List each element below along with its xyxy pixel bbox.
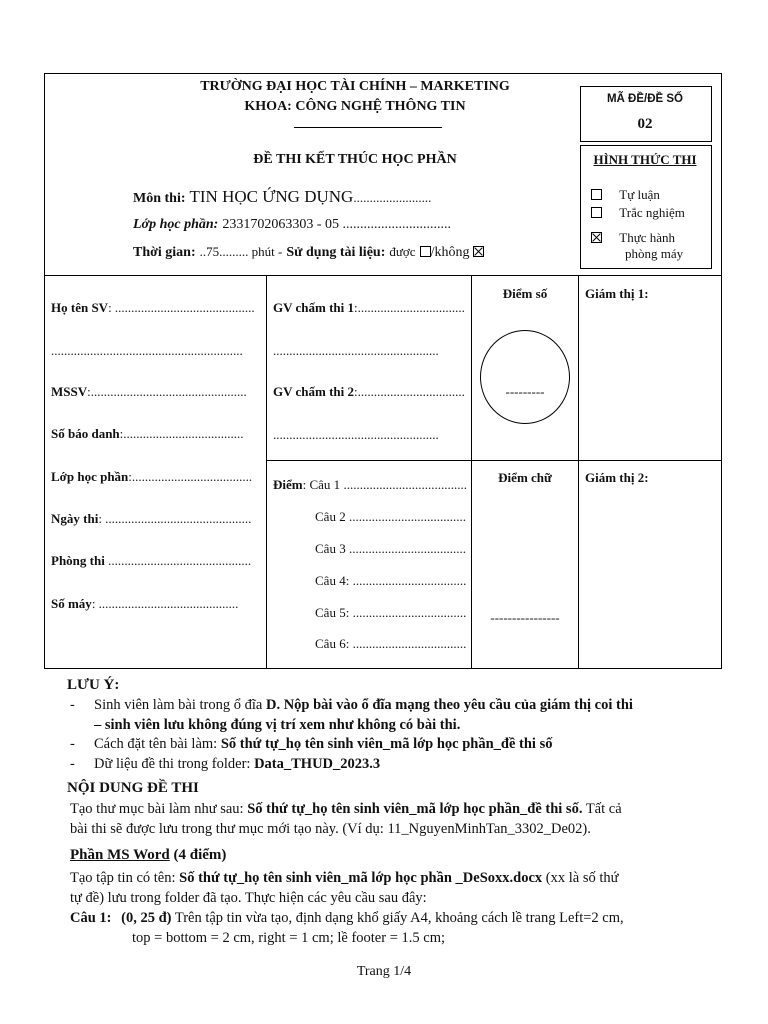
exam-room-field bbox=[51, 553, 251, 569]
score-circle-dash: --------- bbox=[505, 384, 545, 399]
note-1 bbox=[70, 697, 720, 714]
content-p1-post: Tất cả bbox=[582, 801, 622, 817]
column-divider-3 bbox=[578, 275, 579, 668]
grader-2-dots[interactable]: :................................. bbox=[354, 384, 465, 399]
materials-yes-checkbox[interactable] bbox=[420, 246, 431, 257]
class-line bbox=[133, 215, 451, 233]
exam-form-option-3 bbox=[591, 230, 675, 246]
materials-value: được bbox=[389, 244, 416, 259]
student-name-label: Họ tên SV bbox=[51, 300, 109, 315]
note-3-bold: Data_THUD_2023.3 bbox=[254, 756, 381, 772]
multiple-choice-label: Trắc nghiệm bbox=[619, 205, 685, 220]
q4-label: Câu 4: bbox=[315, 573, 350, 588]
essay-label: Tự luận bbox=[619, 187, 660, 202]
score-circle[interactable] bbox=[480, 330, 570, 424]
score-number-label: Điểm số bbox=[502, 286, 548, 301]
subject-line bbox=[133, 187, 431, 207]
score-words-dash[interactable]: ---------------- bbox=[490, 610, 560, 625]
q3-label: Câu 3 bbox=[315, 541, 346, 556]
exam-date-dots[interactable]: : ............................................. bbox=[98, 511, 252, 526]
q4-dots[interactable]: ................................... bbox=[352, 573, 467, 588]
materials-no-checkbox[interactable] bbox=[473, 246, 484, 257]
exam-room-dots[interactable]: ............................................ bbox=[104, 553, 252, 568]
exam-date-label: Ngày thi bbox=[51, 511, 99, 526]
content-title: NỘI DUNG ĐỀ THI bbox=[67, 780, 199, 796]
grader-1-field bbox=[273, 300, 465, 316]
note-1-line-2: – sinh viên lưu không đúng vị trí xem như không có bài thi. bbox=[94, 717, 461, 733]
machine-dots[interactable]: : ........................................... bbox=[91, 596, 239, 611]
word-section-title bbox=[70, 847, 226, 864]
score-q3-field bbox=[315, 541, 466, 557]
score-q4-field bbox=[315, 573, 466, 589]
score-q5-field bbox=[315, 605, 466, 621]
q1-dots[interactable]: ...................................... bbox=[343, 477, 467, 492]
q1-label: Câu 1 bbox=[309, 477, 341, 492]
note-2 bbox=[70, 736, 720, 753]
time-line bbox=[133, 243, 484, 261]
content-p1-pre: Tạo thư mục bài làm như sau: bbox=[70, 801, 248, 817]
q3-dots[interactable]: .................................... bbox=[348, 541, 466, 556]
word-section-name: Phần MS Word bbox=[70, 847, 170, 863]
proctor-1-label: Giám thị 1: bbox=[585, 286, 649, 301]
practical-checkbox[interactable] bbox=[591, 232, 602, 243]
header-divider bbox=[44, 275, 721, 276]
content-p1-bold: Số thứ tự_họ tên sinh viên_mã lớp học phần_đề thi số. bbox=[247, 801, 583, 817]
note-3 bbox=[70, 756, 720, 773]
class-label: Lớp học phần: bbox=[133, 217, 219, 232]
score-words-label: Điểm chữ bbox=[498, 470, 552, 485]
faculty-name: KHOA: CÔNG NGHỆ THÔNG TIN bbox=[244, 99, 466, 114]
time-label: Thời gian: bbox=[133, 245, 196, 260]
note-1-bold: D. Nộp bài vào ổ đĩa mạng theo yêu cầu của giám thị coi thi bbox=[265, 697, 633, 713]
sbd-field bbox=[51, 426, 244, 442]
q2-dots[interactable]: .................................... bbox=[348, 509, 466, 524]
subject-label: Môn thi: bbox=[133, 191, 186, 206]
machine-field bbox=[51, 596, 238, 612]
question-1-text: Trên tập tin vừa tạo, định dạng khổ giấy A4, khoảng cách lề trang Left=2 cm, bbox=[171, 910, 624, 926]
time-value: ..75......... phút - bbox=[199, 244, 283, 259]
class-value: 2331702063303 - 05 ............................... bbox=[222, 217, 451, 232]
question-1 bbox=[70, 910, 730, 927]
multiple-choice-checkbox[interactable] bbox=[591, 207, 602, 218]
note-1-bullet: - bbox=[70, 697, 75, 713]
proctor-2-label: Giám thị 2: bbox=[585, 470, 649, 485]
grader-2-label: GV chấm thi 2 bbox=[273, 384, 355, 399]
q2-label: Câu 2 bbox=[315, 509, 346, 524]
note-2-pre: Cách đặt tên bài làm: bbox=[94, 736, 221, 752]
word-section-points: (4 điểm) bbox=[169, 847, 227, 863]
class-field bbox=[51, 469, 252, 485]
exam-code-value: 02 bbox=[637, 116, 653, 132]
exam-code-label: MÃ ĐỀ/ĐỀ SỐ bbox=[606, 93, 684, 105]
student-name-dots[interactable]: : ........................................... bbox=[108, 300, 255, 315]
class-field-label: Lớp học phần bbox=[51, 469, 129, 484]
content-p2-pre: Tạo tập tin có tên: bbox=[70, 870, 180, 886]
note-2-bullet: - bbox=[70, 736, 75, 752]
grader-2-field bbox=[273, 384, 465, 400]
q5-dots[interactable]: ................................... bbox=[352, 605, 467, 620]
column-divider-1 bbox=[266, 275, 267, 668]
essay-checkbox[interactable] bbox=[591, 189, 602, 200]
subject-value: TIN HỌC ỨNG DỤNG bbox=[189, 187, 354, 206]
note-1-pre: Sinh viên làm bài trong ổ đĩa bbox=[94, 697, 266, 713]
materials-no-label: /không bbox=[430, 245, 470, 260]
mid-divider bbox=[266, 460, 721, 461]
score-q2-field bbox=[315, 509, 466, 525]
school-name: TRƯỜNG ĐẠI HỌC TÀI CHÍNH – MARKETING bbox=[200, 79, 510, 94]
q6-label: Câu 6: bbox=[315, 636, 350, 651]
mssv-field bbox=[51, 384, 247, 400]
student-name-line-2[interactable]: ........................................................... bbox=[51, 343, 243, 358]
q5-label: Câu 5: bbox=[315, 605, 350, 620]
mssv-dots[interactable]: :................................................ bbox=[87, 384, 247, 399]
question-1-points: (0, 25 đ) bbox=[121, 910, 172, 926]
student-name-field bbox=[51, 300, 255, 316]
mssv-label: MSSV bbox=[51, 384, 88, 399]
content-p2-bold: Số thứ tự_họ tên sinh viên_mã lớp học phần _DeSoxx.docx bbox=[179, 870, 543, 886]
exam-form-option-1 bbox=[591, 187, 660, 203]
sbd-label: Số báo danh bbox=[51, 426, 120, 441]
grader-1-dots[interactable]: :................................. bbox=[354, 300, 465, 315]
exam-room-label: Phòng thi bbox=[51, 553, 105, 568]
exam-form-title: HÌNH THỨC THI bbox=[593, 152, 697, 167]
diem-label: Điểm bbox=[273, 477, 303, 492]
q6-dots[interactable]: ................................... bbox=[352, 636, 467, 651]
content-paragraph-2 bbox=[70, 870, 730, 887]
score-q1-field: Điểm: Câu 1 ...................................... bbox=[273, 477, 467, 492]
question-1-label: Câu 1: bbox=[70, 910, 112, 926]
practical-label-2: phòng máy bbox=[625, 246, 684, 261]
grader-1-line-2[interactable]: ................................................... bbox=[273, 343, 439, 358]
content-p2-post: (xx là số thứ bbox=[542, 870, 619, 886]
grader-1-label: GV chấm thi 1 bbox=[273, 300, 355, 315]
score-q6-field bbox=[315, 636, 466, 652]
grader-2-line-2[interactable]: ................................................... bbox=[273, 427, 439, 442]
page-number: Trang 1/4 bbox=[356, 964, 412, 979]
machine-label: Số máy bbox=[51, 596, 92, 611]
content-paragraph-2-line-2: tự đề) lưu trong folder đã tạo. Thực hiện các yêu cầu sau đây: bbox=[70, 890, 427, 906]
content-paragraph-1-line-2: bài thi sẽ được lưu trong thư mục mới tạo này. (Ví dụ: 11_NguyenMinhTan_3302_De02). bbox=[70, 821, 591, 837]
question-1-line-2: top = bottom = 2 cm, right = 1 cm; lề footer = 1.5 cm; bbox=[132, 930, 445, 946]
header-underline bbox=[294, 127, 442, 128]
class-field-dots[interactable]: :..................................... bbox=[128, 469, 253, 484]
subject-dots: ........................ bbox=[353, 190, 432, 205]
exam-title: ĐỀ THI KẾT THÚC HỌC PHẦN bbox=[253, 152, 457, 167]
practical-label: Thực hành bbox=[619, 230, 676, 245]
note-2-bold: Số thứ tự_họ tên sinh viên_mã lớp học phần_đề thi số bbox=[220, 736, 553, 752]
sbd-dots[interactable]: :..................................... bbox=[119, 426, 244, 441]
exam-date-field bbox=[51, 511, 251, 527]
materials-label: Sử dụng tài liệu: bbox=[286, 245, 386, 260]
notes-title: LƯU Ý: bbox=[67, 677, 120, 693]
exam-form-option-2 bbox=[591, 205, 685, 221]
content-paragraph-1 bbox=[70, 801, 730, 818]
note-3-pre: Dữ liệu đề thi trong folder: bbox=[94, 756, 255, 772]
note-3-bullet: - bbox=[70, 756, 75, 772]
